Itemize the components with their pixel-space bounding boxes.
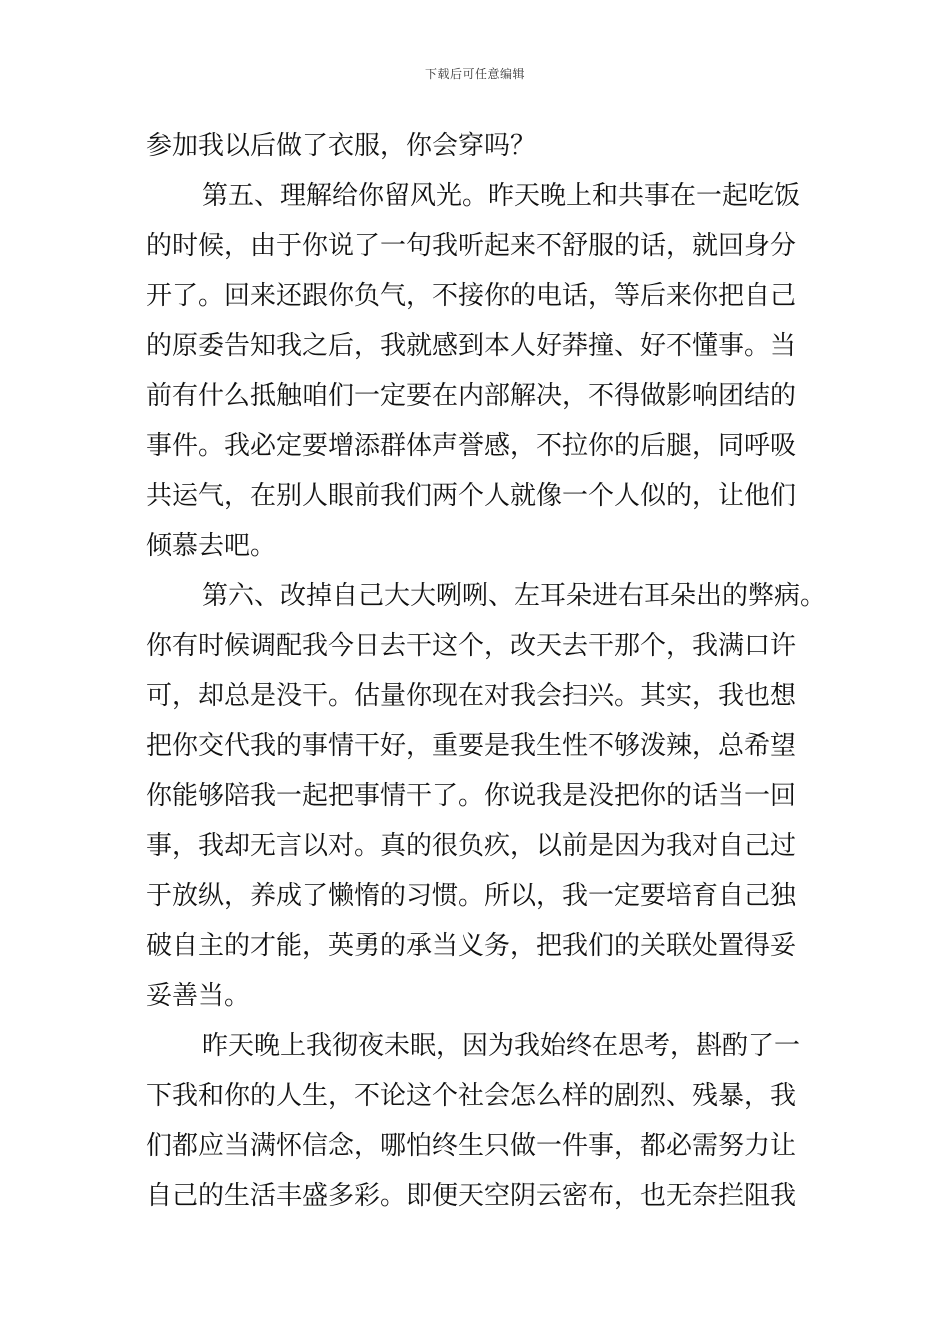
text-line: 妥善当。 (146, 981, 251, 1011)
text-line: 的原委告知我之后，我就感到本人好莽撞、好不懂事。当 (146, 331, 797, 361)
text-line: 参加我以后做了衣服，你会穿吗？ (146, 131, 537, 161)
text-line: 开了。回来还跟你负气，不接你的电话，等后来你把自己 (146, 281, 797, 311)
paragraph-start-line: 昨天晚上我彻夜未眠，因为我始终在思考，斟酌了一 (202, 1031, 801, 1061)
text-line: 破自主的才能，英勇的承当义务，把我们的关联处置得妥 (146, 931, 797, 961)
text-line: 下我和你的人生，不论这个社会怎么样的剧烈、残暴，我 (146, 1081, 797, 1111)
text-line: 事件。我必定要增添群体声誉感，不拉你的后腿，同呼吸 (146, 431, 797, 461)
text-line: 于放纵，养成了懒惰的习惯。所以，我一定要培育自己独 (146, 881, 797, 911)
document-body (146, 128, 826, 1228)
paragraph-start-line: 第六、改掉自己大大咧咧、左耳朵进右耳朵出的弊病。 (202, 581, 827, 611)
text-line: 共运气，在别人眼前我们两个人就像一个人似的，让他们 (146, 481, 797, 511)
page-header: 下载后可任意编辑 (424, 67, 525, 81)
text-line: 的时候，由于你说了一句我听起来不舒服的话，就回身分 (146, 231, 797, 261)
text-line: 你有时候调配我今日去干这个，改天去干那个，我满口许 (146, 631, 797, 661)
text-line: 事，我却无言以对。真的很负疚，以前是因为我对自己过 (146, 831, 797, 861)
paragraph-start-line: 第五、理解给你留风光。昨天晚上和共事在一起吃饭 (202, 181, 801, 211)
text-line: 可，却总是没干。估量你现在对我会扫兴。其实，我也想 (146, 681, 797, 711)
text-line: 把你交代我的事情干好，重要是我生性不够泼辣，总希望 (146, 731, 797, 761)
text-line: 自己的生活丰盛多彩。即便天空阴云密布，也无奈拦阻我 (146, 1181, 797, 1211)
text-line: 们都应当满怀信念，哪怕终生只做一件事，都必需努力让 (146, 1131, 797, 1161)
text-line: 你能够陪我一起把事情干了。你说我是没把你的话当一回 (146, 781, 797, 811)
text-line: 前有什么抵触咱们一定要在内部解决，不得做影响团结的 (146, 381, 797, 411)
text-line: 倾慕去吧。 (146, 531, 277, 561)
